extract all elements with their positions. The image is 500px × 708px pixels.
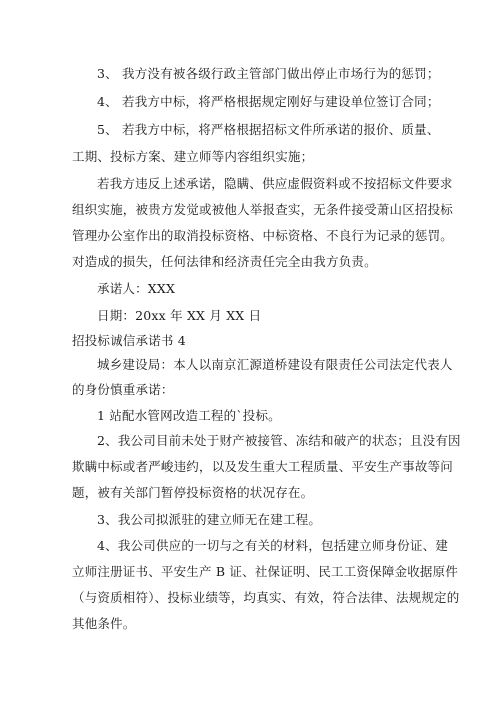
addressee-line-continued: 的身份慎重承诺：	[72, 382, 174, 397]
commitment-point-4-line-1: 4、我公司供应的一切与之有关的材料，包括建立师身份证、建	[97, 538, 449, 553]
date-line: 日期：20xx 年 XX 月 XX 日	[97, 308, 262, 323]
breach-paragraph-line-1: 若我方违反上述承诺，隐瞒、供应虚假资料或不按招标文件要求	[97, 176, 453, 191]
commitment-item-4: 4、 若我方中标，将严格根据规定刚好与建设单位签订合同；	[97, 94, 440, 109]
breach-paragraph-line-3: 管理办公室作出的取消投标资格、中标资格、不良行为记录的惩罚。	[72, 228, 454, 243]
commitment-point-4-line-2: 立师注册证书、平安生产 B 证、社保证明、民工工资保障金收据原件	[72, 564, 459, 579]
breach-paragraph-line-4: 对造成的损失，任何法律和经济责任完全由我方负责。	[72, 254, 377, 269]
breach-paragraph-line-2: 组织实施，被贵方发觉或被他人举报查实，无条件接受萧山区招投标	[72, 202, 454, 217]
commitment-point-2-line-3: 题，被有关部门暂停投标资格的状况存在。	[72, 485, 314, 500]
commitment-item-5-continued: 工期、投标方案、建立师等内容组织实施；	[72, 149, 314, 164]
section-title: 招投标诚信承诺书 4	[72, 333, 186, 348]
commitment-point-3: 3、我公司拟派驻的建立师无在建工程。	[97, 512, 322, 527]
commitment-point-4-line-4: 其他条件。	[72, 616, 136, 631]
commitment-item-3: 3、 我方没有被各级行政主管部门做出停止市场行为的惩罚；	[97, 66, 440, 81]
commitment-item-5: 5、 若我方中标，将严格根据招标文件所承诺的报价、质量、	[97, 122, 440, 137]
commitment-point-2-line-1: 2、我公司目前未处于财产被接管、冻结和破产的状态；且没有因	[97, 433, 461, 448]
commitment-point-2-line-2: 欺瞒中标或者严峻违约，以及发生重大工程质量、平安生产事故等问	[72, 459, 454, 474]
commitment-point-4-line-3: （与资质相符）、投标业绩等，均真实、有效，符合法律、法规规定的	[72, 590, 460, 605]
addressee-line: 城乡建设局：本人以南京汇源道桥建设有限责任公司法定代表人	[97, 357, 453, 372]
promisor-line: 承诺人：XXX	[97, 281, 176, 296]
commitment-point-1: 1 站配水管网改造工程的`投标。	[97, 408, 281, 423]
